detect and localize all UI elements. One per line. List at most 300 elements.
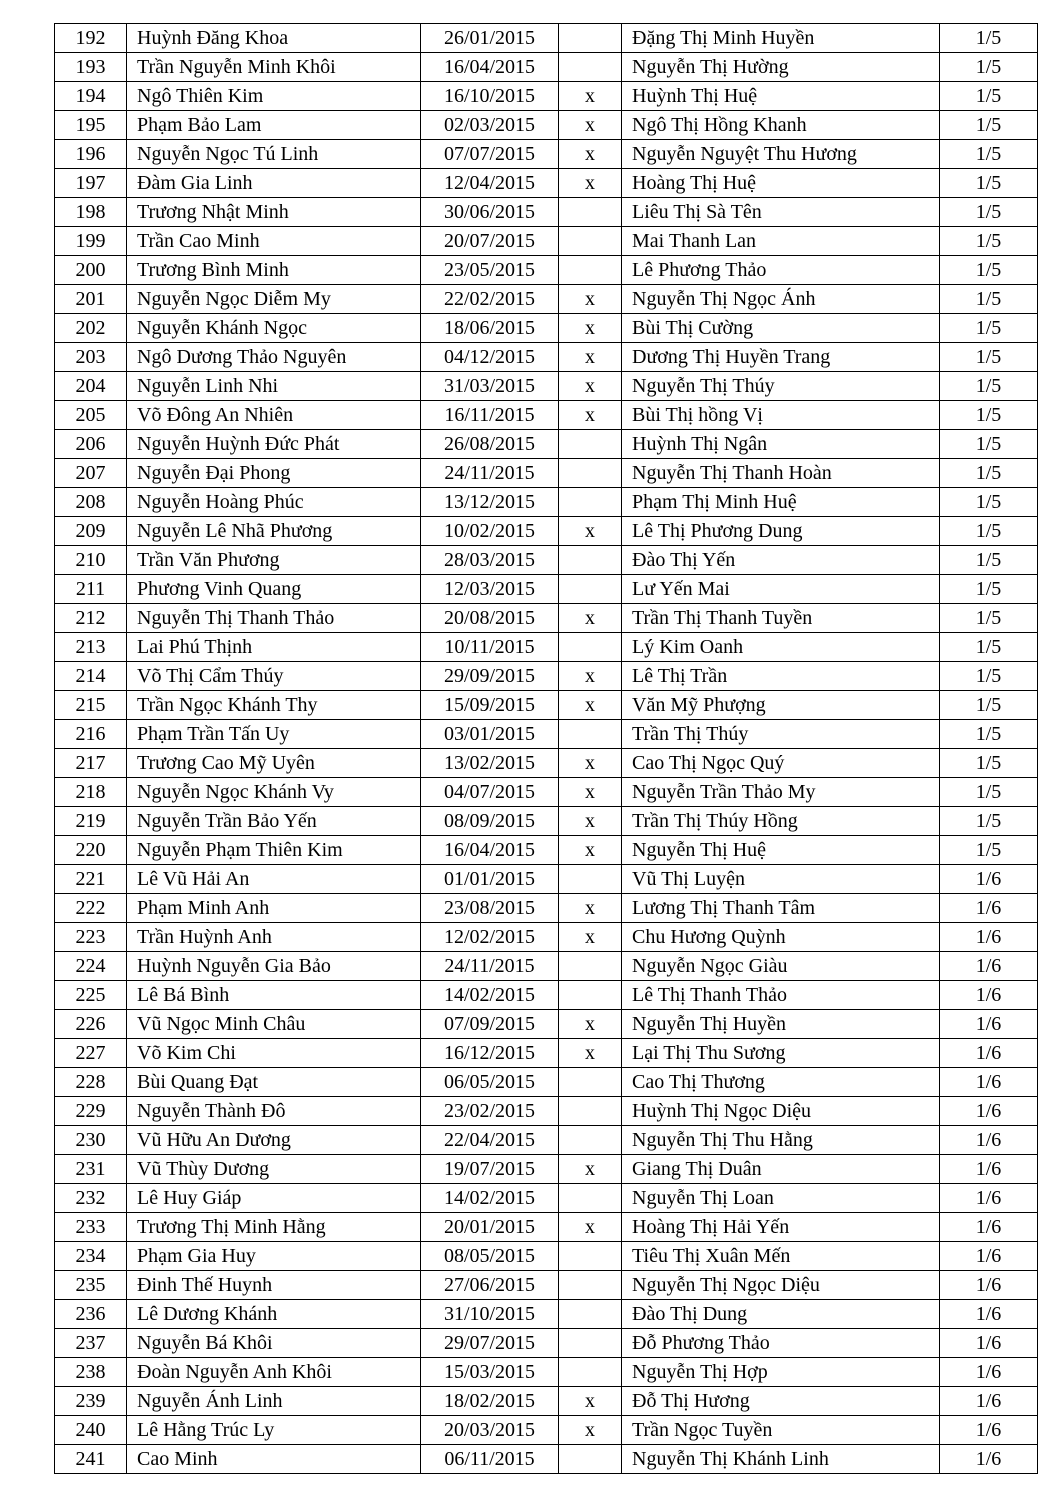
mark-cell [559, 1097, 622, 1126]
parent-name: Đào Thị Yến [622, 546, 940, 575]
mark-cell [559, 1300, 622, 1329]
row-number: 230 [55, 1126, 127, 1155]
student-name: Đinh Thế Huynh [127, 1271, 421, 1300]
mark-cell: x [559, 923, 622, 952]
mark-cell [559, 1068, 622, 1097]
mark-cell: x [559, 343, 622, 372]
birth-date: 20/07/2015 [421, 227, 559, 256]
student-name: Lê Vũ Hải An [127, 865, 421, 894]
row-number: 220 [55, 836, 127, 865]
table-row [55, 1271, 1038, 1300]
birth-date: 24/11/2015 [421, 952, 559, 981]
row-number: 210 [55, 546, 127, 575]
row-number: 200 [55, 256, 127, 285]
class-cell: 1/5 [940, 778, 1038, 807]
student-name: Cao Minh [127, 1445, 421, 1474]
table-row [55, 343, 1038, 372]
class-cell: 1/5 [940, 227, 1038, 256]
row-number: 225 [55, 981, 127, 1010]
mark-cell [559, 53, 622, 82]
parent-name: Văn Mỹ Phượng [622, 691, 940, 720]
class-cell: 1/5 [940, 749, 1038, 778]
class-cell: 1/5 [940, 430, 1038, 459]
row-number: 234 [55, 1242, 127, 1271]
birth-date: 16/04/2015 [421, 53, 559, 82]
parent-name: Liêu Thị Sà Tên [622, 198, 940, 227]
class-cell: 1/5 [940, 575, 1038, 604]
class-cell: 1/6 [940, 894, 1038, 923]
birth-date: 12/04/2015 [421, 169, 559, 198]
parent-name: Huỳnh Thị Ngân [622, 430, 940, 459]
birth-date: 14/02/2015 [421, 981, 559, 1010]
parent-name: Đỗ Phương Thảo [622, 1329, 940, 1358]
class-cell: 1/6 [940, 1416, 1038, 1445]
class-cell: 1/5 [940, 24, 1038, 53]
parent-name: Trần Thị Thanh Tuyền [622, 604, 940, 633]
row-number: 217 [55, 749, 127, 778]
table-row [55, 227, 1038, 256]
mark-cell: x [559, 372, 622, 401]
row-number: 237 [55, 1329, 127, 1358]
birth-date: 12/03/2015 [421, 575, 559, 604]
row-number: 240 [55, 1416, 127, 1445]
student-name: Võ Thị Cẩm Thúy [127, 662, 421, 691]
student-name: Nguyễn Ngọc Tú Linh [127, 140, 421, 169]
mark-cell: x [559, 1010, 622, 1039]
student-name: Đàm Gia Linh [127, 169, 421, 198]
parent-name: Nguyễn Ngọc Giàu [622, 952, 940, 981]
mark-cell [559, 952, 622, 981]
mark-cell [559, 459, 622, 488]
student-name: Phương Vinh Quang [127, 575, 421, 604]
mark-cell: x [559, 778, 622, 807]
table-row [55, 807, 1038, 836]
row-number: 222 [55, 894, 127, 923]
mark-cell: x [559, 1416, 622, 1445]
table-row [55, 1039, 1038, 1068]
class-cell: 1/5 [940, 169, 1038, 198]
table-row [55, 633, 1038, 662]
birth-date: 31/03/2015 [421, 372, 559, 401]
parent-name: Mai Thanh Lan [622, 227, 940, 256]
parent-name: Đào Thị Dung [622, 1300, 940, 1329]
table-row [55, 1329, 1038, 1358]
student-name: Phạm Gia Huy [127, 1242, 421, 1271]
birth-date: 26/01/2015 [421, 24, 559, 53]
class-cell: 1/5 [940, 691, 1038, 720]
row-number: 213 [55, 633, 127, 662]
birth-date: 18/02/2015 [421, 1387, 559, 1416]
parent-name: Nguyễn Thị Thúy [622, 372, 940, 401]
row-number: 196 [55, 140, 127, 169]
table-row [55, 459, 1038, 488]
table-row [55, 24, 1038, 53]
table-row [55, 53, 1038, 82]
student-name: Ngô Dương Thảo Nguyên [127, 343, 421, 372]
class-cell: 1/6 [940, 952, 1038, 981]
table-row [55, 1242, 1038, 1271]
birth-date: 10/11/2015 [421, 633, 559, 662]
student-name: Trần Văn Phương [127, 546, 421, 575]
row-number: 197 [55, 169, 127, 198]
class-cell: 1/5 [940, 314, 1038, 343]
table-row [55, 169, 1038, 198]
class-cell: 1/6 [940, 1300, 1038, 1329]
mark-cell: x [559, 169, 622, 198]
birth-date: 20/08/2015 [421, 604, 559, 633]
parent-name: Huỳnh Thị Huệ [622, 82, 940, 111]
class-cell: 1/5 [940, 198, 1038, 227]
birth-date: 24/11/2015 [421, 459, 559, 488]
table-row [55, 198, 1038, 227]
parent-name: Nguyễn Thị Khánh Linh [622, 1445, 940, 1474]
row-number: 235 [55, 1271, 127, 1300]
student-name: Bùi Quang Đạt [127, 1068, 421, 1097]
parent-name: Lê Phương Thảo [622, 256, 940, 285]
mark-cell: x [559, 1155, 622, 1184]
student-name: Nguyễn Linh Nhi [127, 372, 421, 401]
class-cell: 1/6 [940, 1126, 1038, 1155]
student-roster-table [54, 23, 1038, 1474]
table-row [55, 1068, 1038, 1097]
table-row [55, 923, 1038, 952]
class-cell: 1/5 [940, 633, 1038, 662]
row-number: 202 [55, 314, 127, 343]
mark-cell: x [559, 111, 622, 140]
mark-cell [559, 1184, 622, 1213]
mark-cell [559, 24, 622, 53]
table-row [55, 1300, 1038, 1329]
birth-date: 03/01/2015 [421, 720, 559, 749]
student-name: Nguyễn Thành Đô [127, 1097, 421, 1126]
parent-name: Bùi Thị hồng Vị [622, 401, 940, 430]
parent-name: Nguyễn Thị Hường [622, 53, 940, 82]
class-cell: 1/6 [940, 1445, 1038, 1474]
student-name: Lê Dương Khánh [127, 1300, 421, 1329]
table-row [55, 314, 1038, 343]
mark-cell [559, 720, 622, 749]
class-cell: 1/5 [940, 517, 1038, 546]
table-row [55, 1416, 1038, 1445]
mark-cell [559, 1445, 622, 1474]
parent-name: Lư Yến Mai [622, 575, 940, 604]
class-cell: 1/6 [940, 1184, 1038, 1213]
class-cell: 1/5 [940, 488, 1038, 517]
row-number: 216 [55, 720, 127, 749]
table-row [55, 256, 1038, 285]
row-number: 228 [55, 1068, 127, 1097]
class-cell: 1/6 [940, 1039, 1038, 1068]
mark-cell: x [559, 401, 622, 430]
mark-cell: x [559, 749, 622, 778]
parent-name: Nguyễn Thị Huyền [622, 1010, 940, 1039]
row-number: 232 [55, 1184, 127, 1213]
table-row [55, 285, 1038, 314]
class-cell: 1/5 [940, 459, 1038, 488]
birth-date: 01/01/2015 [421, 865, 559, 894]
mark-cell [559, 1329, 622, 1358]
row-number: 212 [55, 604, 127, 633]
student-name: Phạm Minh Anh [127, 894, 421, 923]
parent-name: Chu Hương Quỳnh [622, 923, 940, 952]
table-row [55, 372, 1038, 401]
birth-date: 04/12/2015 [421, 343, 559, 372]
mark-cell [559, 546, 622, 575]
student-name: Nguyễn Trần Bảo Yến [127, 807, 421, 836]
mark-cell [559, 198, 622, 227]
table-row [55, 981, 1038, 1010]
mark-cell [559, 981, 622, 1010]
birth-date: 30/06/2015 [421, 198, 559, 227]
row-number: 239 [55, 1387, 127, 1416]
class-cell: 1/6 [940, 1242, 1038, 1271]
parent-name: Lê Thị Trần [622, 662, 940, 691]
student-name: Nguyễn Hoàng Phúc [127, 488, 421, 517]
birth-date: 16/10/2015 [421, 82, 559, 111]
student-name: Nguyễn Khánh Ngọc [127, 314, 421, 343]
class-cell: 1/5 [940, 401, 1038, 430]
parent-name: Nguyễn Thị Ngọc Ánh [622, 285, 940, 314]
student-name: Ngô Thiên Kim [127, 82, 421, 111]
parent-name: Lương Thị Thanh Tâm [622, 894, 940, 923]
mark-cell [559, 865, 622, 894]
row-number: 195 [55, 111, 127, 140]
table-row [55, 604, 1038, 633]
mark-cell [559, 488, 622, 517]
class-cell: 1/6 [940, 1010, 1038, 1039]
class-cell: 1/5 [940, 53, 1038, 82]
row-number: 194 [55, 82, 127, 111]
parent-name: Nguyễn Thị Loan [622, 1184, 940, 1213]
mark-cell: x [559, 285, 622, 314]
table-row [55, 720, 1038, 749]
student-name: Nguyễn Ngọc Diễm My [127, 285, 421, 314]
class-cell: 1/6 [940, 1213, 1038, 1242]
parent-name: Nguyễn Thị Thanh Hoàn [622, 459, 940, 488]
table-row [55, 778, 1038, 807]
row-number: 218 [55, 778, 127, 807]
student-name: Nguyễn Phạm Thiên Kim [127, 836, 421, 865]
parent-name: Bùi Thị Cường [622, 314, 940, 343]
table-row [55, 1445, 1038, 1474]
parent-name: Lê Thị Thanh Thảo [622, 981, 940, 1010]
mark-cell: x [559, 1039, 622, 1068]
birth-date: 22/02/2015 [421, 285, 559, 314]
mark-cell: x [559, 604, 622, 633]
mark-cell: x [559, 894, 622, 923]
student-name: Trương Nhật Minh [127, 198, 421, 227]
row-number: 201 [55, 285, 127, 314]
class-cell: 1/6 [940, 923, 1038, 952]
row-number: 227 [55, 1039, 127, 1068]
parent-name: Lê Thị Phương Dung [622, 517, 940, 546]
row-number: 223 [55, 923, 127, 952]
mark-cell: x [559, 82, 622, 111]
student-name: Nguyễn Ánh Linh [127, 1387, 421, 1416]
birth-date: 14/02/2015 [421, 1184, 559, 1213]
table-row [55, 662, 1038, 691]
student-name: Trương Thị Minh Hằng [127, 1213, 421, 1242]
student-name: Võ Kim Chi [127, 1039, 421, 1068]
birth-date: 19/07/2015 [421, 1155, 559, 1184]
class-cell: 1/5 [940, 111, 1038, 140]
parent-name: Vũ Thị Luyện [622, 865, 940, 894]
table-row [55, 1010, 1038, 1039]
mark-cell: x [559, 1213, 622, 1242]
parent-name: Trần Thị Thúy Hồng [622, 807, 940, 836]
mark-cell [559, 575, 622, 604]
mark-cell [559, 256, 622, 285]
row-number: 198 [55, 198, 127, 227]
birth-date: 07/09/2015 [421, 1010, 559, 1039]
student-name: Phạm Trần Tấn Uy [127, 720, 421, 749]
table-row [55, 691, 1038, 720]
parent-name: Nguyễn Thị Ngọc Diệu [622, 1271, 940, 1300]
parent-name: Giang Thị Duân [622, 1155, 940, 1184]
table-row [55, 401, 1038, 430]
student-name: Trương Bình Minh [127, 256, 421, 285]
mark-cell [559, 430, 622, 459]
table-row [55, 952, 1038, 981]
student-name: Phạm Bảo Lam [127, 111, 421, 140]
class-cell: 1/6 [940, 1068, 1038, 1097]
birth-date: 10/02/2015 [421, 517, 559, 546]
table-row [55, 1097, 1038, 1126]
row-number: 204 [55, 372, 127, 401]
table-row [55, 1213, 1038, 1242]
student-name: Nguyễn Đại Phong [127, 459, 421, 488]
birth-date: 23/08/2015 [421, 894, 559, 923]
parent-name: Nguyễn Thị Thu Hằng [622, 1126, 940, 1155]
table-row [55, 488, 1038, 517]
class-cell: 1/5 [940, 662, 1038, 691]
table-row [55, 1387, 1038, 1416]
mark-cell: x [559, 807, 622, 836]
birth-date: 12/02/2015 [421, 923, 559, 952]
parent-name: Nguyễn Trần Thảo My [622, 778, 940, 807]
parent-name: Đặng Thị Minh Huyền [622, 24, 940, 53]
row-number: 203 [55, 343, 127, 372]
mark-cell: x [559, 314, 622, 343]
student-name: Huỳnh Đăng Khoa [127, 24, 421, 53]
parent-name: Dương Thị Huyền Trang [622, 343, 940, 372]
class-cell: 1/5 [940, 807, 1038, 836]
mark-cell [559, 1271, 622, 1300]
table-row [55, 894, 1038, 923]
student-name: Lê Hằng Trúc Ly [127, 1416, 421, 1445]
table-row [55, 749, 1038, 778]
row-number: 231 [55, 1155, 127, 1184]
birth-date: 13/02/2015 [421, 749, 559, 778]
mark-cell: x [559, 691, 622, 720]
row-number: 205 [55, 401, 127, 430]
class-cell: 1/5 [940, 546, 1038, 575]
student-name: Trần Nguyễn Minh Khôi [127, 53, 421, 82]
birth-date: 07/07/2015 [421, 140, 559, 169]
birth-date: 29/09/2015 [421, 662, 559, 691]
table-row [55, 1358, 1038, 1387]
birth-date: 13/12/2015 [421, 488, 559, 517]
table-row [55, 430, 1038, 459]
parent-name: Cao Thị Thương [622, 1068, 940, 1097]
birth-date: 29/07/2015 [421, 1329, 559, 1358]
row-number: 193 [55, 53, 127, 82]
mark-cell [559, 1242, 622, 1271]
birth-date: 16/12/2015 [421, 1039, 559, 1068]
student-name: Huỳnh Nguyễn Gia Bảo [127, 952, 421, 981]
class-cell: 1/6 [940, 1097, 1038, 1126]
row-number: 206 [55, 430, 127, 459]
student-name: Trương Cao Mỹ Uyên [127, 749, 421, 778]
row-number: 214 [55, 662, 127, 691]
parent-name: Nguyễn Nguyệt Thu Hương [622, 140, 940, 169]
row-number: 229 [55, 1097, 127, 1126]
birth-date: 20/03/2015 [421, 1416, 559, 1445]
parent-name: Trần Ngọc Tuyền [622, 1416, 940, 1445]
table-row [55, 1126, 1038, 1155]
table-row [55, 517, 1038, 546]
birth-date: 16/11/2015 [421, 401, 559, 430]
class-cell: 1/6 [940, 1358, 1038, 1387]
birth-date: 08/09/2015 [421, 807, 559, 836]
birth-date: 23/02/2015 [421, 1097, 559, 1126]
class-cell: 1/6 [940, 1271, 1038, 1300]
birth-date: 08/05/2015 [421, 1242, 559, 1271]
row-number: 226 [55, 1010, 127, 1039]
table-row [55, 575, 1038, 604]
mark-cell: x [559, 836, 622, 865]
student-name: Lê Bá Bình [127, 981, 421, 1010]
birth-date: 27/06/2015 [421, 1271, 559, 1300]
birth-date: 23/05/2015 [421, 256, 559, 285]
student-name: Nguyễn Thị Thanh Thảo [127, 604, 421, 633]
student-name: Nguyễn Bá Khôi [127, 1329, 421, 1358]
student-name: Lai Phú Thịnh [127, 633, 421, 662]
birth-date: 28/03/2015 [421, 546, 559, 575]
class-cell: 1/6 [940, 981, 1038, 1010]
birth-date: 15/03/2015 [421, 1358, 559, 1387]
birth-date: 20/01/2015 [421, 1213, 559, 1242]
birth-date: 16/04/2015 [421, 836, 559, 865]
birth-date: 26/08/2015 [421, 430, 559, 459]
student-name: Lê Huy Giáp [127, 1184, 421, 1213]
parent-name: Đỗ Thị Hương [622, 1387, 940, 1416]
table-row [55, 140, 1038, 169]
class-cell: 1/5 [940, 372, 1038, 401]
table-row [55, 836, 1038, 865]
student-name: Võ Đông An Nhiên [127, 401, 421, 430]
birth-date: 06/11/2015 [421, 1445, 559, 1474]
mark-cell [559, 227, 622, 256]
birth-date: 06/05/2015 [421, 1068, 559, 1097]
student-name: Nguyễn Ngọc Khánh Vy [127, 778, 421, 807]
student-name: Nguyễn Huỳnh Đức Phát [127, 430, 421, 459]
row-number: 199 [55, 227, 127, 256]
table-row [55, 111, 1038, 140]
table-row [55, 1155, 1038, 1184]
table-row [55, 865, 1038, 894]
student-name: Trần Ngọc Khánh Thy [127, 691, 421, 720]
birth-date: 31/10/2015 [421, 1300, 559, 1329]
row-number: 211 [55, 575, 127, 604]
student-name: Trần Cao Minh [127, 227, 421, 256]
class-cell: 1/5 [940, 140, 1038, 169]
birth-date: 18/06/2015 [421, 314, 559, 343]
class-cell: 1/5 [940, 256, 1038, 285]
parent-name: Ngô Thị Hồng Khanh [622, 111, 940, 140]
birth-date: 15/09/2015 [421, 691, 559, 720]
parent-name: Hoàng Thị Huệ [622, 169, 940, 198]
